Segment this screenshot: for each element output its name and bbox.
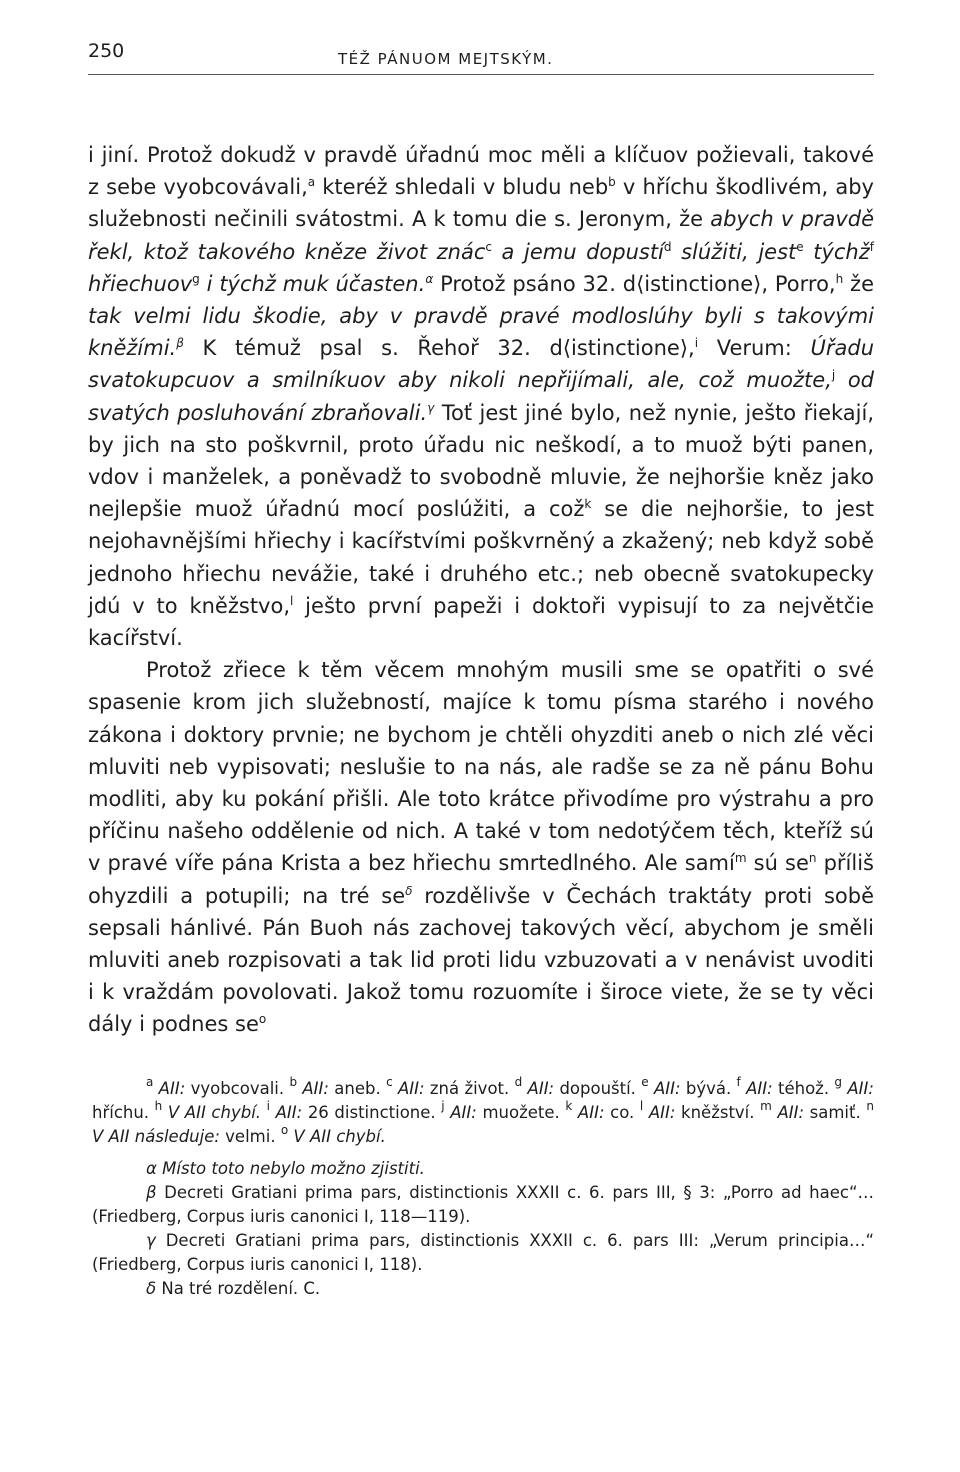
text-run: sú se [746,851,809,876]
variant-mark: f [869,239,874,254]
variant-note-mark: n [866,1098,874,1113]
variant-note-siglum: AII: [740,1078,778,1098]
variant-mark: c [485,239,492,254]
text-run: příliš ohyzdili a potupili; na tré se [88,851,874,908]
variant-mark: b [608,175,616,190]
variant-note-mark: h [154,1098,163,1113]
variant-note-mark: c [386,1074,393,1089]
quotation: týchž [803,239,870,264]
page-number: 250 [88,40,125,62]
header-rule [88,74,874,75]
quotation: tak velmi lidu škodie, aby v pravdě pravé modloslúhy byli s takovými kněžími. [88,304,874,361]
variant-note-reading: hříchu. [92,1102,155,1122]
source-mark: α [425,271,434,286]
variant-note-reading: téhož. [778,1078,835,1098]
variant-note-siglum: AII: [270,1102,308,1122]
variant-note-reading: samiť. [809,1102,867,1122]
source-note-text: Na tré rozdělení. C. [156,1278,321,1298]
variant-mark: n [808,851,817,866]
quotation: i týchž muk účasten. [199,271,426,296]
variant-notes [92,1074,874,1149]
variant-note-siglum: V AII následuje: [92,1126,226,1146]
paragraph-2 [88,654,874,1040]
source-note-text: Místo toto nebylo možno zjistiti. [156,1158,425,1178]
footnotes [88,1074,874,1301]
text-run: se die nejhoršie, to jest nejohavnějšími hřiechy i kacířstvími poškvrněný a zkažený; neb když sobě jednoho hřiechu nevážie, také i druhého etc.; neb obecně svatokupecky jdú v to kněžstvo, [88,497,874,618]
variant-note-reading: muožete. [482,1102,566,1122]
source-notes [92,1157,874,1301]
text-run: že [843,271,875,296]
source-note [92,1277,874,1301]
variant-note-mark: m [760,1098,772,1113]
paragraph-1 [88,139,874,654]
quotation: od svatých posluhování zbraňovali. [88,368,874,425]
variant-note-reading: zná život. [429,1078,515,1098]
text-run: Verum: [698,336,811,361]
variant-mark: e [796,239,804,254]
variant-note-mark: i [266,1098,270,1113]
source-note-text: Decreti Gratiani prima pars, distinctionis XXXII c. 6. pars III, § 3: „Porro ad haec“… (Friedberg, Corpus iuris canonici I, 118—119). [92,1182,874,1226]
variant-mark: m [734,851,747,866]
text-run: rozdělivše v Čechách traktáty proti sobě sepsali hánlivé. Pán Buoh nás zachovej takových věcí, abychom je směli mluviti aneb rozpisovati a tak lid proti lidu vzbuzovati a v nenávist uvoditi i k vraždám povolovati. Jakož tomu rozuomíte i široce viete, že se ty věci dály i podnes se [88,883,875,1037]
variant-note-reading: vyobcovali. [190,1078,290,1098]
variant-note-siglum: AII: [522,1078,560,1098]
variant-note-siglum: AII: [153,1078,191,1098]
source-note-mark: β [146,1182,157,1202]
variant-note-mark: j [441,1098,445,1113]
variant-note-reading: co. [610,1102,640,1122]
text-run: Protož zřiece k těm věcem mnohým musili sme se opatřiti o své spasenie krom jich služebností, majíce k tomu písma starého i nového zákona i doktory prvnie; ne bychom je chtěli ohyzditi aneb o nich zlé věci mluviti neb vypisovati; neslušie to na nás, ale radše se za ně pánu Bohu modliti, aby ku pokání přišli. Ale toto krátce přivodíme pro výstrahu a pro příčinu našeho oddělenie od nich. A také v tom nedotýčem těch, kteříž sú v pravé víře pána Krista a bez hřiechu smrtedlného. Ale samí [88,658,874,876]
variant-note-mark: k [565,1098,573,1113]
source-note-text: Decreti Gratiani prima pars, distinctionis XXXII c. 6. pars III: „Verum principia…“ (Friedberg, Corpus iuris canonici I, 118). [92,1230,874,1274]
variant-note-siglum: AII: [572,1102,611,1122]
source-note [92,1181,874,1229]
variant-note-siglum: V AII chybí. [162,1102,262,1122]
variant-mark: h [835,271,844,286]
variant-note-reading: kněžství. [681,1102,761,1122]
variant-note-mark: l [639,1098,644,1113]
running-title: TÉŽ PÁNUOM MEJTSKÝM. [338,50,554,68]
variant-note-reading: dopouští. [559,1078,642,1098]
variant-mark: i [694,336,699,351]
variant-note-siglum: AII: [643,1102,682,1122]
page-header [88,40,874,74]
variant-note-mark: f [736,1074,741,1089]
variant-mark: j [831,368,836,383]
variant-note-siglum: AII: [842,1078,874,1098]
variant-note-siglum: V AII chybí. [288,1126,386,1146]
text-run: K témuž psal s. Řehoř 32. d⟨istinctione⟩, [183,336,695,361]
variant-mark: g [192,271,200,286]
variant-note-reading: velmi. [225,1126,281,1146]
quotation: hřiechuov [88,271,193,296]
quotation: a jemu dopustí [491,239,664,264]
source-note [92,1229,874,1277]
source-note-mark: α [146,1158,157,1178]
variant-note-siglum: AII: [297,1078,335,1098]
variant-note-siglum: AII: [648,1078,686,1098]
source-note-mark: δ [146,1278,157,1298]
source-mark: δ [405,883,413,898]
text-run: Toť jest jiné bylo, než nynie, ješto řiekají, by jich na sto poškvrnil, proto úřadu nic neškodí, a to muož býti panen, vdov i manželek, a poněvadž to svobodně mluvie, že nejhoršie kněz jako nejlepšie muož úřadnú mocí poslúžiti, a což [88,400,874,522]
text-run: ješto první papeži i doktoři vypisují to za největčie kacířství. [88,593,874,651]
variant-note-mark: b [289,1074,298,1089]
main-text [88,139,874,1041]
variant-note-reading: 26 distinctione. [307,1102,442,1122]
variant-note-mark: g [834,1074,843,1089]
quotation: Úřadu svatokupcuov a smilníkuov aby nikoli nepřijímali, ale, což muožte, [88,336,875,393]
variant-mark: k [584,497,592,512]
variant-mark: d [663,239,672,254]
variant-note-siglum: AII: [444,1102,483,1122]
variant-note-siglum: AII: [771,1102,810,1122]
text-run: i jiní. Protož dokudž v pravdě úřadnú moc měli a klíčuov požievali, takové z sebe vyobcovávali, [88,143,874,200]
variant-note-mark: o [280,1122,289,1137]
variant-note-reading: aneb. [334,1078,387,1098]
variant-note-siglum: AII: [392,1078,430,1098]
text-run: Protož psáno 32. d⟨istinctione⟩, Porro, [433,271,836,296]
variant-note-mark: a [146,1074,154,1089]
variant-note-mark: e [641,1074,649,1089]
source-mark: β [176,336,184,351]
variant-mark: o [258,1012,267,1027]
quotation: slúžiti, jest [671,239,797,264]
variant-note-mark: d [514,1074,523,1089]
variant-mark: l [290,593,294,608]
text-run: v hříchu škodlivém, aby služebnosti nečinili svátostmi. A k tomu die s. Jeronym, že [88,175,874,232]
text-run: kteréž shledali v bludu neb [315,175,609,200]
source-note-mark: γ [146,1230,156,1250]
variant-mark: a [307,175,316,190]
quotation: abych v pravdě řekl, ktož takového kněze život znác [88,207,874,264]
source-mark: γ [427,400,435,415]
source-note [92,1157,874,1181]
page [88,40,874,1301]
variant-note-reading: bývá. [685,1078,737,1098]
